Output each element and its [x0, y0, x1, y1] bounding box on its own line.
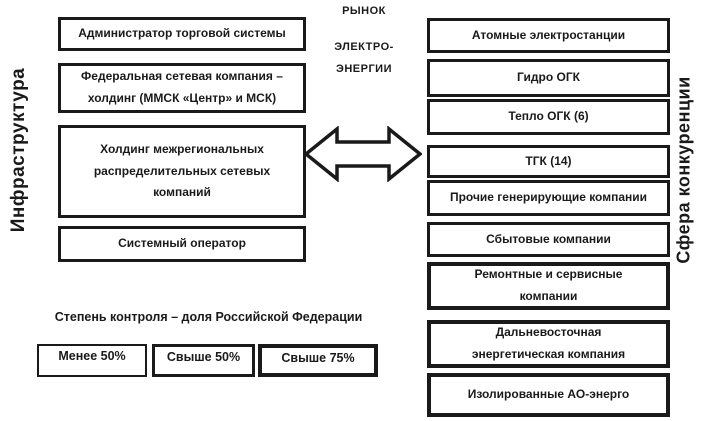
box-label: Администратор торговой системы — [78, 26, 286, 41]
box-tgk — [427, 145, 670, 178]
legend-item-over-50 — [152, 344, 255, 377]
box-label: Ремонтные и сервисные компании — [474, 267, 623, 303]
box-label: Изолированные АО-энерго — [467, 387, 630, 402]
box-isolated-ao-energo — [427, 373, 670, 417]
legend-item-label: Свыше 75% — [281, 351, 355, 365]
market-label-line-2: ЭЛЕКТРО- — [334, 41, 394, 53]
box-thermal-ogk — [427, 99, 670, 135]
market-label-line-3: ЭНЕРГИИ — [336, 63, 392, 75]
box-sales-companies — [427, 222, 670, 257]
box-interregional-distribution-grid-holding — [58, 125, 306, 218]
box-other-generating-companies — [427, 180, 670, 216]
box-federal-grid-company — [58, 63, 306, 113]
box-label: Прочие генерирующие компании — [449, 190, 648, 205]
market-label-line-1: РЫНОК — [342, 5, 386, 17]
box-far-east-energy-company — [427, 320, 670, 368]
box-label: Гидро ОГК — [517, 70, 580, 85]
box-label: Тепло ОГК (6) — [508, 109, 589, 124]
legend-title: Степень контроля – доля Российской Федерации — [54, 310, 363, 324]
double-arrow-icon — [304, 126, 422, 182]
legend-item-label: Свыше 50% — [166, 350, 241, 364]
infrastructure-axis-label: Инфраструктура — [8, 67, 29, 233]
legend-item-label: Менее 50% — [58, 349, 126, 363]
box-repair-service-companies — [427, 262, 670, 310]
box-label: Сбытовые компании — [486, 231, 611, 246]
box-label: Дальневосточная энергетическая компания — [471, 325, 626, 361]
box-label: Системный оператор — [118, 236, 246, 251]
box-trading-system-administrator — [58, 17, 306, 51]
box-nuclear-power-plants — [427, 18, 670, 53]
box-label: Холдинг межрегиональных распределительных сетевых компаний — [93, 142, 271, 200]
box-label: Атомные электростанции — [471, 27, 626, 42]
legend-item-less-50 — [37, 344, 147, 377]
competition-axis-label: Сфера конкуренции — [673, 76, 694, 264]
legend-item-over-75 — [258, 344, 378, 377]
box-system-operator — [58, 226, 306, 262]
box-label: Федеральная сетевая компания – холдинг (ММСК «Центр» и МСК) — [81, 69, 283, 105]
box-label: ТГК (14) — [525, 153, 572, 168]
box-hydro-ogk — [427, 59, 670, 97]
